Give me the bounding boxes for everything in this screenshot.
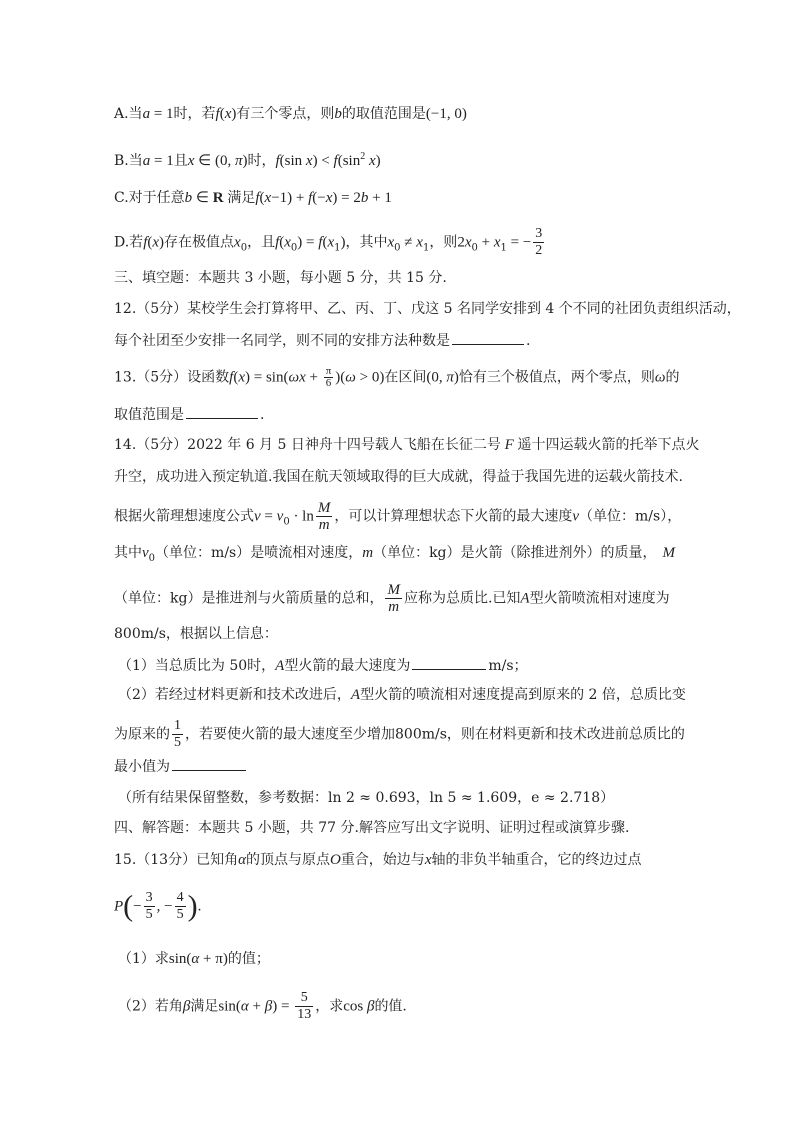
answer-blank-13[interactable] [186, 404, 258, 419]
question-13-line2: 取值范围是 . [114, 404, 264, 425]
option-b: B.当a = 1且x ∈ (0, π)时，f(sin $x) < f(\sin^2$ x) [114, 151, 381, 169]
question-14-line1: 14.（5分）2022 年 6 月 5 日神舟十四号载人飞船在长征二号 F 遥十四运载火箭的托举下点火 [114, 437, 700, 453]
question-14-line5: （单位：kg）是推进剂与火箭质量的总和， $\frac{M}{m}$ 应称为总质比.已知A型火箭喷流相对速度为 [114, 582, 670, 615]
question-15-point: P(− $\frac{3}{5}$ , − $\frac{4}{5}$ ). [114, 889, 202, 923]
question-14-line6: 800m/s，根据以上信息： [114, 626, 278, 642]
question-14-sub2: （2）若经过材料更新和技术改进后，A型火箭的喷流相对速度提高到原来的 2 倍，总质比变 [118, 687, 686, 703]
question-14-note: （所有结果保留整数，参考数据：ln 2 ≈ 0.693，ln 5 ≈ 1.609，e ≈ 2.718） [118, 790, 615, 806]
question-12-line2: 每个社团至少安排一名同学，则不同的安排方法种数是 . [114, 330, 530, 351]
question-14-sub1: （1）当总质比为 50时，A型火箭的最大速度为 m/s； [118, 655, 528, 676]
question-15-sub1: （1）求sin(α + π)的值； [118, 951, 270, 967]
question-12-line1: 12.（5分）某校学生会打算将甲、乙、丙、丁、戊这 5 名同学安排到 4 个不同的社团负责组织活动， [114, 301, 741, 317]
option-d: D.若f(x)存在极值点$x_0$，且$f(x_0) = f(x_1)$，其中$x_0 \ne x_1$，则$2x_0 + x_1$ = − $\frac{3}{2}$ [114, 226, 543, 258]
option-c: C.对于任意b ∈ R 满足f(x−1) + f(−x) = 2b + 1 [114, 190, 392, 206]
answer-blank-14-1[interactable] [412, 655, 486, 670]
question-15-sub2: （2）若角β满足sin(α + β) = $\frac{5}{13}$ ，求cos β的值. [118, 990, 407, 1022]
question-15-line1: 15.（13分）已知角α的顶点与原点O重合，始边与x轴的非负半轴重合，它的终边过点 [114, 852, 642, 868]
section-4-heading: 四、解答题：本题共 5 小题，共 77 分.解答应写出文字说明、证明过程或演算步骤. [114, 820, 630, 836]
section-3-heading: 三、填空题：本题共 3 小题，每小题 5 分，共 15 分. [114, 270, 447, 286]
answer-blank-12[interactable] [452, 330, 524, 345]
question-14-sub2-line2: 为原来的 $\frac{1}{5}$ ，若要使火箭的最大速度至少增加800m/s，则在材料更新和技术改进前总质比的 [114, 718, 685, 750]
option-a: A.当a = 1时，若f(x)有三个零点，则b的取值范围是(−1, 0) [114, 106, 467, 122]
question-14-line4: 其中$v_0$（单位：m/s）是喷流相对速度，m（单位：kg）是火箭（除推进剂外）的质量， M [114, 545, 676, 564]
answer-blank-14-2[interactable] [172, 756, 246, 771]
question-13-line1: 13.（5分）设函数f(x) = sin(ωx + $\frac{\pi}{6}$ )(ω > 0)在区间(0, π)恰有三个极值点，两个零点，则ω的 [114, 365, 680, 389]
question-14-line3: 根据火箭理想速度公式$v = v_0 \cdot \ln$ $\frac{M}{m}$ ，可以计算理想状态下火箭的最大速度v（单位：m/s）， [114, 500, 682, 533]
question-14-sub2-line3: 最小值为 [114, 756, 248, 777]
question-14-line2: 升空，成功进入预定轨道.我国在航天领域取得的巨大成就，得益于我国先进的运载火箭技术. [114, 469, 683, 485]
